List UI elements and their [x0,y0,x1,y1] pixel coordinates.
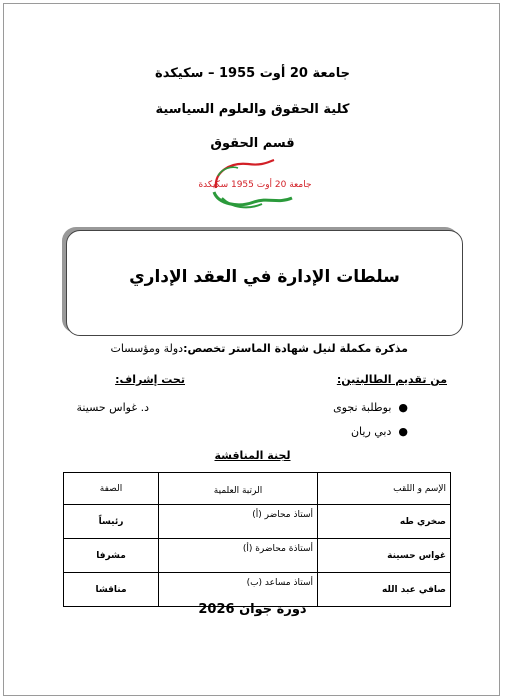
university-logo [198,158,312,210]
svg-text:جامعة 20 أوت 1955 سكيكدة: جامعة 20 أوت 1955 سكيكدة [198,180,312,190]
member-rank: أستاذة محاضرة (أ) [159,539,318,573]
committee-heading: لجنة المناقشة [214,449,291,462]
table-row [64,539,451,573]
students-heading: من تقديم الطالبتين: [336,373,447,386]
table-header-row [64,473,451,505]
supervisor-heading: تحت إشراف: [115,373,185,386]
member-role: مناقشا [64,573,159,607]
session-date: دورة جوان 2026 [198,602,307,617]
subtitle-degree: مذكرة مكملة لنيل شهادة الماستر تخصص: [183,342,408,355]
column-header-rank: الرتبة العلمية [159,473,318,505]
member-name: صخري طه [318,505,451,539]
member-name: صافي عبد الله [318,573,451,607]
thesis-subtitle [110,342,408,355]
bullet-icon: ● [398,401,408,414]
student-2 [351,425,408,438]
column-header-role: الصفة [64,473,159,505]
title-box [66,230,463,336]
university-name: جامعة 20 أوت 1955 – سكيكدة [155,66,350,81]
faculty-name: كلية الحقوق والعلوم السياسية [155,102,350,117]
member-role: رئيساً [64,505,159,539]
member-name: غواس حسينة [318,539,451,573]
committee-table [63,472,451,607]
member-role: مشرفا [64,539,159,573]
student-2-name: دبي ريان [350,425,392,438]
thesis-title: سلطات الإدارة في العقد الإداري [129,267,400,287]
supervisor-name: د. غواس حسينة [76,401,149,414]
member-rank: أستاذ مساعد (ب) [159,573,318,607]
subtitle-specialty: دولة ومؤسسات [110,342,184,355]
student-1-name: بوطلبة نجوى [333,401,392,414]
department-name: قسم الحقوق [210,136,295,151]
column-header-name: الإسم و اللقب [318,473,451,505]
member-rank: أستاذ محاضر (أ) [159,505,318,539]
bullet-icon: ● [398,425,408,438]
student-1 [333,401,408,414]
table-row [64,505,451,539]
